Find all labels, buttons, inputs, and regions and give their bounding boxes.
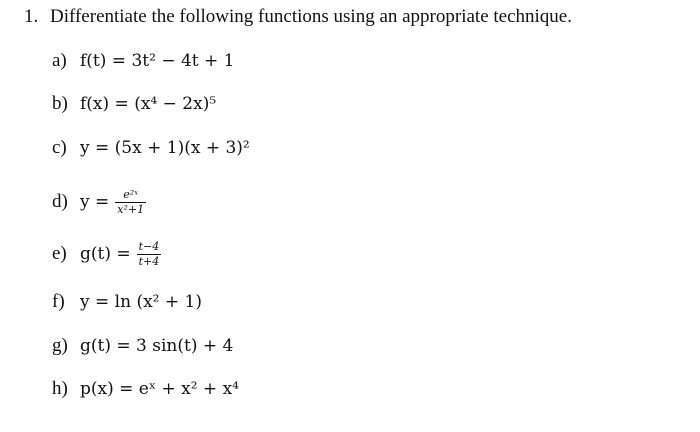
part-equation [80, 94, 216, 114]
part-label: d) [52, 191, 68, 212]
equation-expression: (x⁴ − 2x)⁵ [134, 94, 217, 114]
equation-expression: ln (x² + 1) [114, 292, 202, 312]
part-g [52, 331, 233, 361]
equation-expression: (5x + 1)(x + 3)² [114, 138, 250, 158]
question-prompt: Differentiate the following functions using an appropriate technique. [50, 6, 572, 27]
equation-lhs: f(x) = [80, 94, 129, 114]
equation-lhs: y = [80, 292, 110, 312]
equation-lhs: g(t) = [80, 336, 131, 356]
part-label: f) [52, 291, 65, 312]
equation-expression: 3 sin(t) + 4 [136, 336, 234, 356]
part-equation [80, 292, 202, 312]
part-equation [80, 336, 233, 356]
fraction [137, 240, 162, 269]
part-f [52, 287, 202, 317]
part-label: h) [52, 378, 68, 399]
fraction-denominator: t+4 [138, 254, 160, 268]
fraction-numerator: t−4 [138, 239, 160, 253]
equation-expression: 3t² − 4t + 1 [131, 51, 235, 71]
part-label: e) [52, 243, 67, 264]
part-equation [80, 51, 234, 71]
part-label: c) [52, 137, 67, 158]
part-d [52, 184, 146, 220]
equation-lhs: g(t) = [80, 244, 131, 264]
equation-lhs: f(t) = [80, 51, 127, 71]
equation-lhs: y = [80, 192, 110, 212]
part-equation [80, 138, 250, 158]
part-equation [80, 240, 161, 269]
fraction-numerator: e²ˣ [123, 187, 139, 201]
part-a [52, 46, 234, 76]
part-label: g) [52, 335, 68, 356]
part-c [52, 133, 250, 163]
equation-lhs: y = [80, 138, 110, 158]
equation-expression: eˣ + x² + x⁴ [138, 379, 239, 399]
part-equation [80, 188, 146, 217]
part-h [52, 374, 239, 404]
question-number: 1. [24, 6, 39, 27]
question-1 [24, 6, 572, 28]
part-label: a) [52, 50, 67, 71]
part-label: b) [52, 93, 68, 114]
part-e [52, 236, 161, 272]
part-equation [80, 379, 239, 399]
part-b [52, 89, 216, 119]
fraction [115, 188, 146, 217]
equation-lhs: p(x) = [80, 379, 134, 399]
fraction-denominator: x²+1 [117, 202, 145, 216]
